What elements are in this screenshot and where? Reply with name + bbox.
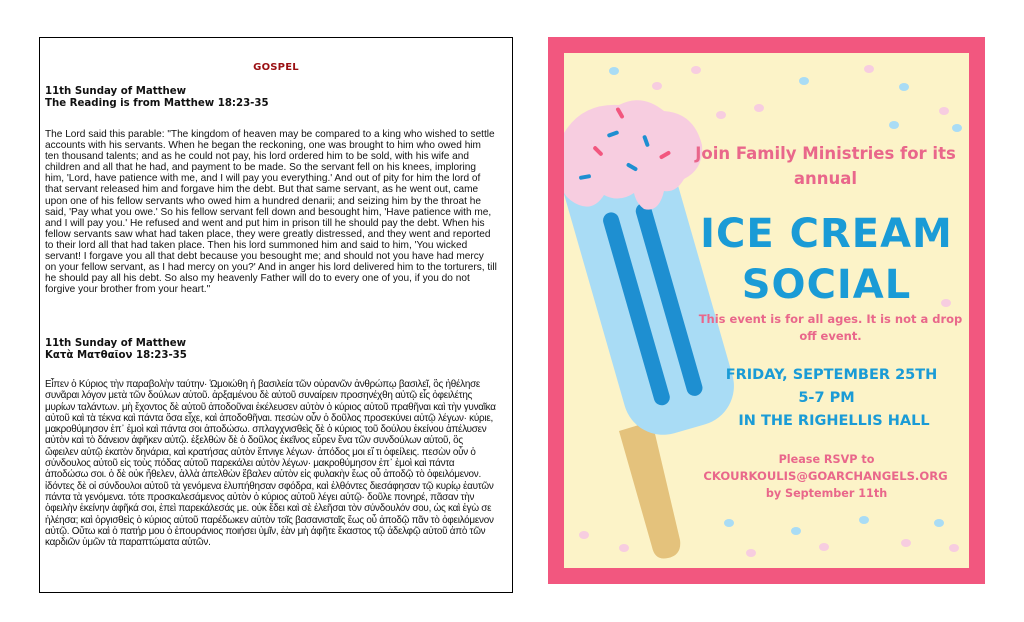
flyer-event-date: FRIDAY, SEPTEMBER 25TH [725,367,938,383]
greek-reading-heading [45,338,187,362]
flyer-rsvp-deadline: by September 11th [765,487,888,500]
greek-sunday-label: 11th Sunday of Matthew [45,338,187,349]
flyer-age-note: This event is for all ages. It is not a drop off event. [698,312,963,343]
flyer-title-line1: ICE CREAM [700,211,953,257]
popsicle-stick-icon [619,421,680,559]
ice-cream-social-flyer [548,37,985,584]
greek-gospel-text: Εἶπεν ὁ Κύριος τὴν παραβολὴν ταύτην· Ὡμοιώθη ἡ βασιλεία τῶν οὐρανῶν ἀνθρώπῳ βασιλεῖ, ὃς ἠθέλησε συνᾶραι λόγον μετὰ τῶν δούλων αὐτοῦ. ἀρξαμένου δὲ αὐτοῦ συναίρειν προσηνέχθη αὐτῷ εἷς ὀφειλέτης μυρίων ταλάντων. μὴ ἔχοντος δὲ αὐτοῦ ἀποδοῦναι ἐκέλευσεν αὐτὸν ὁ κύριος αὐτοῦ πραθῆναι καὶ τὴν γυναῖκα αὐτοῦ καὶ τὰ τέκνα καὶ πάντα ὅσα εἶχε, καὶ ἀποδοθῆναι. πεσὼν οὖν ὁ δοῦλος προσεκύνει αὐτῷ λέγων· κύριε, μακροθύμησον ἐπ᾿ ἐμοὶ καὶ πάντα σοι ἀποδώσω. σπλαγχνισθεὶς δὲ ὁ κύριος τοῦ δούλου ἐκείνου ἀπέλυσεν αὐτὸν καὶ τὸ δάνειον ἀφῆκεν αὐτῷ. ἐξελθὼν δὲ ὁ δοῦλος ἐκεῖνος εὗρεν ἕνα τῶν συνδούλων αὐτοῦ, ὃς ὤφειλεν αὐτῷ ἑκατὸν δηνάρια, καὶ κρατήσας αὐτὸν ἔπνιγε λέγων· ἀπόδος μοι εἴ τι ὀφείλεις. πεσὼν οὖν ὁ σύνδουλος αὐτοῦ εἰς τοὺς πόδας αὐτοῦ παρεκάλει αὐτὸν λέγων· μακροθύμησον ἐπ᾿ ἐμοὶ καὶ πάντα ἀποδώσω σοι. ὁ δὲ οὐκ ἤθελεν, ἀλλὰ ἀπελθὼν ἔβαλεν αὐτὸν εἰς φυλακὴν ἕως οὗ ἀποδῷ τὸ ὀφειλόμενον. ἰδόντες δὲ οἱ σύνδουλοι αὐτοῦ τὰ γενόμενα ἐλυπήθησαν σφόδρα, καὶ ἐλθόντες διεσάφησαν τῷ κυρίῳ ἑαυτῶν πάντα τὰ γενόμενα. τότε προσκαλεσάμενος αὐτὸν ὁ κύριος αὐτοῦ λέγει αὐτῷ· δοῦλε πονηρέ, πᾶσαν τὴν ὀφειλὴν ἐκείνην ἀφῆκά σοι, ἐπεὶ παρεκάλεσάς με. οὐκ ἔδει καὶ σὲ ἐλεῆσαι τὸν σύνδουλόν σου, ὡς καὶ ἐγὼ σε ἠλέησα; καὶ ὀργισθεὶς ὁ κύριος αὐτοῦ παρέδωκεν αὐτὸν τοῖς βασανισταῖς ἕως οὗ ἀποδῷ πᾶν τὸ ὀφειλόμενον αὐτῷ. Οὕτω καὶ ὁ πατήρ μου ὁ ἐπουράνιος ποιήσει ὑμῖν, ἐὰν μὴ ἀφῆτε ἕκαστος τῷ ἀδελφῷ αὐτοῦ ἀπὸ τῶν καρδιῶν ὑμῶν τὰ παραπτώματα αὐτῶν. [45,379,496,549]
greek-reading-reference: Κατὰ Ματθαῖον 18:23-35 [45,350,187,361]
gospel-page [39,37,513,593]
flyer-background [564,53,969,568]
gospel-title: GOSPEL [253,62,299,73]
flyer-rsvp-email: CKOURKOULIS@GOARCHANGELS.ORG [703,469,948,483]
english-reading-reference: The Reading is from Matthew 18:23-35 [45,98,269,109]
flyer-event-location: IN THE RIGHELLIS HALL [738,413,930,429]
flyer-intro-text: Join Family Ministries for its annual [695,144,956,188]
flyer-title-line2: SOCIAL [741,262,912,308]
english-gospel-text: The Lord said this parable: "The kingdom of heaven may be compared to a king who wished to settle accounts with his servants. When he began the reckoning, one was brought to him who owed him ten thousand talents; and as he could not pay, his lord ordered him to be sold, with his wife and children and all that he had, and payment to be made. So the servant fell on his knees, imploring him, 'Lord, have patience with me, and I will pay you everything.' And out of pity for him the lord of that servant released him and forgave him the debt. But that same servant, as he went out, came upon one of his fellow servants who owed him a hundred denarii; and seizing him by the throat he said, 'Pay what you owe.' So his fellow servant fell down and besought him, 'Have patience with me, and I will pay you.' He refused and went and put him in prison till he should pay the debt. When his fellow servants saw what had taken place, they were greatly distressed, and they went and reported to their lord all that had taken place. Then his lord summoned him and said to him, 'You wicked servant! I forgave you all that debt because you besought me; and should not you have had mercy on your fellow servant, as I had mercy on you?' And in anger his lord delivered him to the torturers, till he should pay all his debt. So also my heavenly Father will do to every one of you, if you do not forgive your brother from your heart." [45,129,497,296]
english-sunday-label: 11th Sunday of Matthew [45,86,187,97]
flyer-event-time: 5-7 PM [798,390,855,406]
english-reading-heading [45,86,269,110]
flyer-rsvp-label: Please RSVP to [778,453,875,466]
